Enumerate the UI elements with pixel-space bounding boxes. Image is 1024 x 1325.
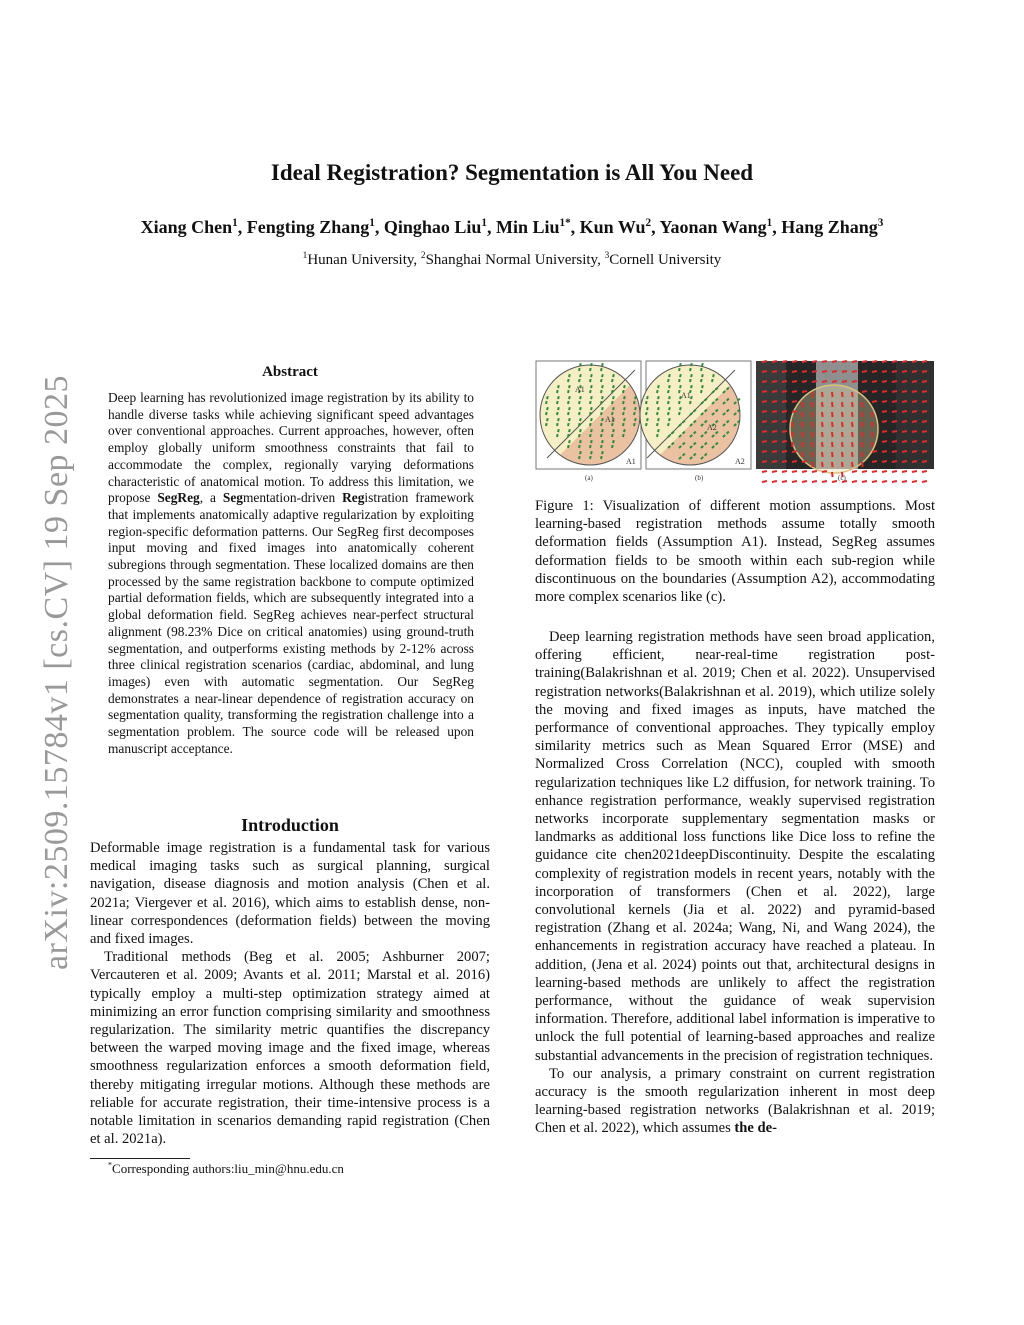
- footnote-rule: [90, 1158, 190, 1159]
- flow-arrow: [922, 441, 927, 442]
- flow-arrow: [822, 462, 823, 467]
- region-label-b-3: A2: [735, 457, 745, 466]
- flow-arrow: [872, 481, 877, 482]
- flow-arrow: [862, 412, 863, 417]
- flow-arrow: [792, 471, 797, 472]
- introduction-body: [90, 839, 490, 1148]
- flow-arrow: [892, 371, 897, 372]
- flow-arrow: [832, 422, 833, 427]
- author-name: Hang Zhang: [781, 217, 878, 237]
- flow-arrow: [902, 381, 907, 382]
- flow-arrow: [872, 432, 873, 437]
- flow-arrow: [802, 391, 807, 392]
- author-affil-mark: 1*: [559, 217, 571, 229]
- flow-arrow: [902, 411, 907, 412]
- flow-arrow: [852, 471, 857, 472]
- flow-arrow: [902, 481, 907, 482]
- flow-arrow: [772, 361, 777, 362]
- flow-arrow: [802, 381, 807, 382]
- panel-a: [535, 360, 645, 482]
- flow-arrow: [862, 471, 867, 472]
- flow-arrow: [792, 481, 797, 482]
- flow-arrow: [822, 371, 827, 372]
- flow-arrow: [872, 461, 877, 462]
- flow-arrow: [922, 481, 927, 482]
- flow-arrow: [812, 442, 813, 447]
- flow-arrow: [822, 422, 823, 427]
- affil-mark: 1: [302, 251, 308, 261]
- flow-arrow: [842, 392, 843, 397]
- flow-arrow: [872, 391, 877, 392]
- flow-arrow: [872, 381, 877, 382]
- flow-arrow: [802, 422, 803, 427]
- flow-arrow: [832, 361, 837, 362]
- flow-arrow: [782, 431, 787, 432]
- flow-arrow: [912, 361, 917, 362]
- flow-arrow: [772, 401, 777, 402]
- right-paragraph-1: Deep learning registration methods have seen broad application, offering efficient, near-real-time registration post-training(Balakrishnan et al. 2019; Chen et al. 2022). Unsupervised registration networks(Balakrishnan et al. 2019), which utilize solely the moving and fixed images as inputs, have matched the performance of conventional approaches. They typically employ similarity metrics such as Mean Squared Error (MSE) and Normalized Cross Correlation (NCC), coupled with smooth regularization techniques like L2 diffusion, for network training. To enhance registration performance, weakly supervised registration networks incorporate supplementary segmentation masks or landmarks as additional loss functions like Dice loss to refine the guidance cite chen2021deepDiscontinuity. Despite the escalating complexity of registration models in recent years, notably with the incorporation of transformers (Chen et al. 2022), large convolutional kernels (Jia et al. 2022) and pyramid-based registration (Zhang et al. 2024a; Wang, Ni, and Wang 2024), the enhancements in registration accuracy have reached a plateau. In addition, (Jena et al. 2024) points out that, architectural designs in learning-based methods are unlikely to affect the registration performance, without the guidance of weak supervision information. Therefore, additional label information is imperative to unlock the full potential of learning-based approaches and realize substantial advancements in the precision of registration techniques.: [535, 629, 935, 1064]
- flow-arrow: [792, 411, 797, 412]
- flow-arrow: [762, 431, 767, 432]
- arxiv-stamp: arXiv:2509.15784v1 [cs.CV] 19 Sep 2025: [38, 374, 75, 970]
- flow-arrow: [862, 422, 863, 427]
- author-name: Yaonan Wang: [659, 217, 767, 237]
- flow-arrow: [822, 412, 823, 417]
- flow-arrow: [882, 411, 887, 412]
- flow-arrow: [812, 361, 817, 362]
- flow-arrow: [872, 371, 877, 372]
- flow-arrow: [792, 442, 793, 447]
- flow-arrow: [862, 442, 863, 447]
- flow-arrow: [892, 401, 897, 402]
- flow-arrow: [802, 442, 803, 447]
- flow-arrow: [822, 471, 827, 472]
- flow-arrow: [832, 392, 833, 397]
- flow-arrow: [912, 381, 917, 382]
- flow-arrow: [862, 391, 867, 392]
- flow-arrow: [792, 391, 797, 392]
- author-affil-mark: 1: [369, 217, 375, 229]
- flow-arrow: [772, 471, 777, 472]
- right-paragraph-2-text: To our analysis, a primary constraint on current registration accuracy is the smooth regularization inherent in most deep learning-based registration networks (Balakrishnan et al. 2019; Chen et al. 2022), which assumes: [535, 1065, 935, 1137]
- panel-label-b: (b): [695, 474, 704, 482]
- flow-arrow: [832, 462, 833, 467]
- intro-paragraph-1: Deformable image registration is a fundamental task for various medical imaging tasks such as surgical planning, surgical navigation, disease diagnosis and motion analysis (Chen et al. 2021a; Viergever et al. 2016), which aims to establish dense, non-linear correspondences (deformation fields) between the moving and fixed images.: [90, 840, 490, 948]
- flow-arrow: [802, 432, 803, 437]
- panel-label-a: (a): [585, 474, 593, 482]
- flow-arrow: [832, 481, 837, 482]
- flow-arrow: [902, 391, 907, 392]
- flow-arrow: [842, 452, 843, 457]
- flow-arrow: [862, 381, 867, 382]
- affiliations: $^1$Hunan University, $^2$Shanghai Normal University, $^3$Cornell University: [302, 251, 722, 268]
- flow-arrow: [792, 361, 797, 362]
- flow-arrow: [852, 392, 853, 397]
- flow-arrow: [842, 381, 847, 382]
- flow-arrow: [872, 471, 877, 472]
- panel-label-c: (c): [838, 474, 846, 482]
- panel-c: [756, 360, 934, 486]
- flow-arrow: [762, 411, 767, 412]
- flow-arrow: [852, 481, 857, 482]
- abstract-text-2: , a: [199, 490, 223, 506]
- flow-arrow: [922, 431, 927, 432]
- region-label-a-1: A1: [575, 385, 585, 394]
- flow-arrow: [852, 432, 853, 437]
- author-list: Xiang Chen$^1$, Fengting Zhang$^1$, Qinghao Liu$^1$, Min Liu$^{1*}$, Kun Wu$^2$, Yaonan Wang$^1$, Hang Zhang$^3$: [140, 217, 884, 237]
- flow-arrow: [922, 391, 927, 392]
- author-name: Min Liu: [495, 217, 560, 237]
- flow-arrow: [852, 442, 853, 447]
- flow-arrow: [772, 391, 777, 392]
- flow-arrow: [762, 401, 767, 402]
- flow-arrow: [852, 452, 853, 457]
- flow-arrow: [912, 471, 917, 472]
- flow-arrow: [922, 401, 927, 402]
- flow-arrow: [812, 432, 813, 437]
- flow-arrow: [912, 371, 917, 372]
- flow-arrow: [832, 432, 833, 437]
- flow-arrow: [772, 441, 777, 442]
- affil-mark: 2: [420, 251, 426, 261]
- flow-arrow: [812, 422, 813, 427]
- flow-arrow: [912, 411, 917, 412]
- flow-arrow: [772, 371, 777, 372]
- flow-arrow: [812, 481, 817, 482]
- flow-arrow: [912, 451, 917, 452]
- flow-arrow: [842, 412, 843, 417]
- flow-arrow: [842, 442, 843, 447]
- flow-arrow: [772, 481, 777, 482]
- paper-title: Ideal Registration? Segmentation is All You Need: [270, 160, 754, 185]
- flow-arrow: [852, 371, 857, 372]
- region-label-a-2: A1: [605, 415, 615, 424]
- author-affil-mark: 1: [766, 217, 773, 229]
- flow-arrow: [892, 431, 897, 432]
- author-name: Xiang Chen: [140, 217, 233, 237]
- flow-arrow: [762, 361, 767, 362]
- flow-arrow: [912, 421, 917, 422]
- flow-arrow: [922, 381, 927, 382]
- flow-arrow: [762, 391, 767, 392]
- author-name: Kun Wu: [579, 217, 646, 237]
- footnote-text: Corresponding authors:liu_min@hnu.edu.cn: [112, 1161, 344, 1176]
- flow-arrow: [762, 371, 767, 372]
- flow-arrow: [912, 461, 917, 462]
- flow-arrow: [822, 381, 827, 382]
- flow-arrow: [912, 441, 917, 442]
- region-label-b-2: A2: [707, 423, 717, 432]
- affil-mark: 3: [604, 251, 610, 261]
- abstract-text-4: istration framework that implements anatomically adaptive regularization by exploiting region-specific deformation patterns. Our SegReg first decomposes input moving and fixed images into anatomically coherent subregions through segmentation. These localized domains are then processed by the same registration backbone to compute optimized partial deformation fields, which are subsequently integrated into a global deformation field. SegReg achieves near-perfect structural alignment (98.23% Dice on critical anatomies) using ground-truth segmentation, and outperforms existing methods by 2-12% across three clinical registration scenarios (cardiac, abdominal, and lung images) even with automatic segmentation. Our SegReg demonstrates a near-linear dependence of registration accuracy on segmentation quality, transforming the registration challenge into a segmentation problem. The source code will be released upon manuscript acceptance.: [108, 490, 474, 756]
- abstract-text-3: mentation-driven: [242, 490, 343, 506]
- flow-arrow: [912, 401, 917, 402]
- flow-arrow: [872, 361, 877, 362]
- abstract-heading: Abstract: [262, 364, 318, 380]
- flow-arrow: [802, 412, 803, 417]
- flow-arrow: [882, 391, 887, 392]
- flow-arrow: [882, 371, 887, 372]
- flow-arrow: [842, 371, 847, 372]
- flow-arrow: [762, 471, 767, 472]
- flow-arrow: [872, 422, 873, 427]
- author-affil-mark: 1: [481, 217, 487, 229]
- flow-arrow: [902, 401, 907, 402]
- flow-arrow: [832, 412, 833, 417]
- flow-arrow: [882, 451, 887, 452]
- flow-arrow: [762, 381, 767, 382]
- flow-arrow: [832, 402, 833, 407]
- flow-arrow: [812, 462, 813, 467]
- flow-arrow: [912, 431, 917, 432]
- flow-arrow: [892, 391, 897, 392]
- flow-arrow: [852, 422, 853, 427]
- figure-1-caption: Figure 1: Visualization of different motion assumptions. Most learning-based registration methods assume totally smooth deformation fields (Assumption A1). Instead, SegReg assumes deformation fields to be smooth within each sub-region while discontinuous on the boundaries (Assumption A2), accommodating more complex scenarios like (c).: [535, 498, 935, 606]
- flow-arrow: [852, 412, 853, 417]
- flow-arrow: [872, 401, 877, 402]
- flow-arrow: [882, 441, 887, 442]
- flow-arrow: [772, 421, 777, 422]
- flow-arrow: [892, 471, 897, 472]
- flow-arrow: [862, 481, 867, 482]
- flow-arrow: [822, 452, 823, 457]
- author-affil-mark: 2: [645, 217, 652, 229]
- right-column-body: [535, 628, 935, 1138]
- flow-arrow: [882, 421, 887, 422]
- flow-arrow: [792, 432, 793, 437]
- flow-arrow: [882, 361, 887, 362]
- flow-arrow: [832, 371, 837, 372]
- flow-arrow: [802, 361, 807, 362]
- flow-arrow: [832, 442, 833, 447]
- flow-arrow: [892, 381, 897, 382]
- flow-arrow: [902, 441, 907, 442]
- flow-arrow: [812, 392, 813, 397]
- flow-arrow: [782, 441, 787, 442]
- flow-arrow: [832, 452, 833, 457]
- flow-arrow: [862, 462, 863, 467]
- flow-arrow: [812, 471, 817, 472]
- flow-arrow: [922, 471, 927, 472]
- flow-arrow: [792, 371, 797, 372]
- flow-arrow: [812, 452, 813, 457]
- flow-arrow: [882, 401, 887, 402]
- flow-arrow: [782, 371, 787, 372]
- flow-arrow: [802, 402, 803, 407]
- flow-arrow: [882, 481, 887, 482]
- author-affil-mark: 3: [877, 217, 884, 229]
- flow-arrow: [902, 361, 907, 362]
- region-label-b-1: A1: [681, 391, 691, 400]
- flow-arrow: [792, 422, 793, 427]
- figure-1-graphic: [535, 360, 935, 486]
- flow-arrow: [782, 391, 787, 392]
- flow-arrow: [882, 471, 887, 472]
- affil-name: Shanghai Normal University: [425, 252, 598, 268]
- flow-arrow: [802, 471, 807, 472]
- affil-name: Cornell University: [609, 252, 722, 268]
- flow-arrow: [792, 461, 797, 462]
- flow-arrow: [772, 451, 777, 452]
- region-label-a-3: A1: [626, 457, 636, 466]
- flow-arrow: [862, 432, 863, 437]
- flow-arrow: [782, 461, 787, 462]
- flow-arrow: [782, 471, 787, 472]
- flow-arrow: [872, 451, 877, 452]
- flow-arrow: [782, 481, 787, 482]
- flow-arrow: [882, 431, 887, 432]
- flow-arrow: [892, 461, 897, 462]
- abstract-seg: Seg: [222, 490, 243, 506]
- flow-arrow: [762, 461, 767, 462]
- flow-arrow: [852, 402, 853, 407]
- flow-arrow: [862, 402, 863, 407]
- flow-arrow: [782, 361, 787, 362]
- flow-arrow: [902, 371, 907, 372]
- flow-arrow: [902, 431, 907, 432]
- flow-arrow: [902, 421, 907, 422]
- flow-arrow: [802, 452, 803, 457]
- flow-arrow: [862, 452, 863, 457]
- flow-arrow: [852, 361, 857, 362]
- panel-b: [635, 360, 755, 482]
- flow-arrow: [922, 421, 927, 422]
- flow-arrow: [822, 361, 827, 362]
- footnote: [108, 1161, 344, 1177]
- flow-arrow: [882, 461, 887, 462]
- author-name: Qinghao Liu: [383, 217, 482, 237]
- flow-arrow: [852, 381, 857, 382]
- author-affil-mark: 1: [232, 217, 238, 229]
- flow-arrow: [812, 381, 817, 382]
- flow-arrow: [902, 451, 907, 452]
- flow-arrow: [922, 371, 927, 372]
- intro-paragraph-2: Traditional methods (Beg et al. 2005; Ashburner 2007; Vercauteren et al. 2009; Avants et al. 2011; Marstal et al. 2016) typically employ a multi-step optimization strategy aimed at minimizing an error function comprising similarity and smoothness regularization. The similarity metric quantifies the discrepancy between the warped moving image and the fixed image, whereas smoothness regularization enforces a smooth deformation field, thereby mitigating irregular motions. Although these methods are reliable for accurate registration, their time-intensive process is a notable limitation in scenarios demanding rapid registration (Chen et al. 2021a).: [90, 949, 490, 1148]
- flow-arrow: [912, 481, 917, 482]
- flow-arrow: [872, 442, 873, 447]
- flow-arrow: [922, 411, 927, 412]
- flow-arrow: [892, 441, 897, 442]
- flow-arrow: [832, 381, 837, 382]
- flow-arrow: [762, 481, 767, 482]
- flow-arrow: [792, 381, 797, 382]
- flow-arrow: [922, 361, 927, 362]
- flow-arrow: [822, 442, 823, 447]
- flow-arrow: [902, 471, 907, 472]
- flow-arrow: [762, 421, 767, 422]
- flow-arrow: [892, 421, 897, 422]
- flow-arrow: [812, 402, 813, 407]
- flow-arrow: [912, 391, 917, 392]
- flow-arrow: [802, 481, 807, 482]
- author-name: Fengting Zhang: [246, 217, 370, 237]
- flow-arrow: [822, 392, 823, 397]
- flow-arrow: [842, 361, 847, 362]
- flow-arrow: [792, 401, 797, 402]
- flow-arrow: [762, 441, 767, 442]
- affil-name: Hunan University: [307, 252, 414, 268]
- flow-arrow: [772, 431, 777, 432]
- flow-arrow: [842, 462, 843, 467]
- flow-arrow: [892, 411, 897, 412]
- flow-arrow: [862, 361, 867, 362]
- flow-arrow: [812, 371, 817, 372]
- flow-arrow: [892, 361, 897, 362]
- flow-arrow: [792, 451, 797, 452]
- flow-arrow: [782, 421, 787, 422]
- flow-arrow: [782, 401, 787, 402]
- abstract-segreg: SegReg: [157, 490, 200, 506]
- flow-arrow: [822, 432, 823, 437]
- flow-arrow: [882, 381, 887, 382]
- flow-arrow: [842, 422, 843, 427]
- flow-arrow: [922, 461, 927, 462]
- abstract-reg: Reg: [342, 490, 365, 506]
- flow-arrow: [922, 451, 927, 452]
- abstract-text-1: Deep learning has revolutionized image registration by its ability to handle diverse tasks while achieving significant speed advantages over conventional approaches. Current approaches, however, often employ globally uniform smoothness constraints that fail to accommodate the complex, regionally varying deformations characteristic of anatomical motion. To address this limitation, we propose: [108, 390, 474, 506]
- flow-arrow: [862, 371, 867, 372]
- flow-arrow: [812, 412, 813, 417]
- flow-arrow: [802, 371, 807, 372]
- flow-arrow: [772, 381, 777, 382]
- flow-arrow: [842, 402, 843, 407]
- figure-1: [535, 360, 935, 486]
- flow-arrow: [782, 381, 787, 382]
- right-paragraph-2-bold: the de-: [734, 1120, 777, 1137]
- abstract-body: [108, 390, 474, 757]
- flow-arrow: [772, 411, 777, 412]
- flow-arrow: [782, 451, 787, 452]
- flow-arrow: [782, 411, 787, 412]
- flow-arrow: [892, 481, 897, 482]
- flow-arrow: [822, 481, 827, 482]
- flow-arrow: [892, 451, 897, 452]
- right-paragraph-2: [535, 1065, 935, 1138]
- flow-arrow: [802, 461, 807, 462]
- flow-arrow: [852, 462, 853, 467]
- introduction-heading: Introduction: [241, 815, 339, 835]
- flow-arrow: [762, 451, 767, 452]
- flow-arrow: [832, 472, 833, 477]
- flow-arrow: [842, 432, 843, 437]
- flow-arrow: [772, 461, 777, 462]
- flow-arrow: [902, 461, 907, 462]
- flow-arrow: [872, 412, 873, 417]
- flow-arrow: [822, 402, 823, 407]
- footnote-mark: *: [108, 1160, 113, 1170]
